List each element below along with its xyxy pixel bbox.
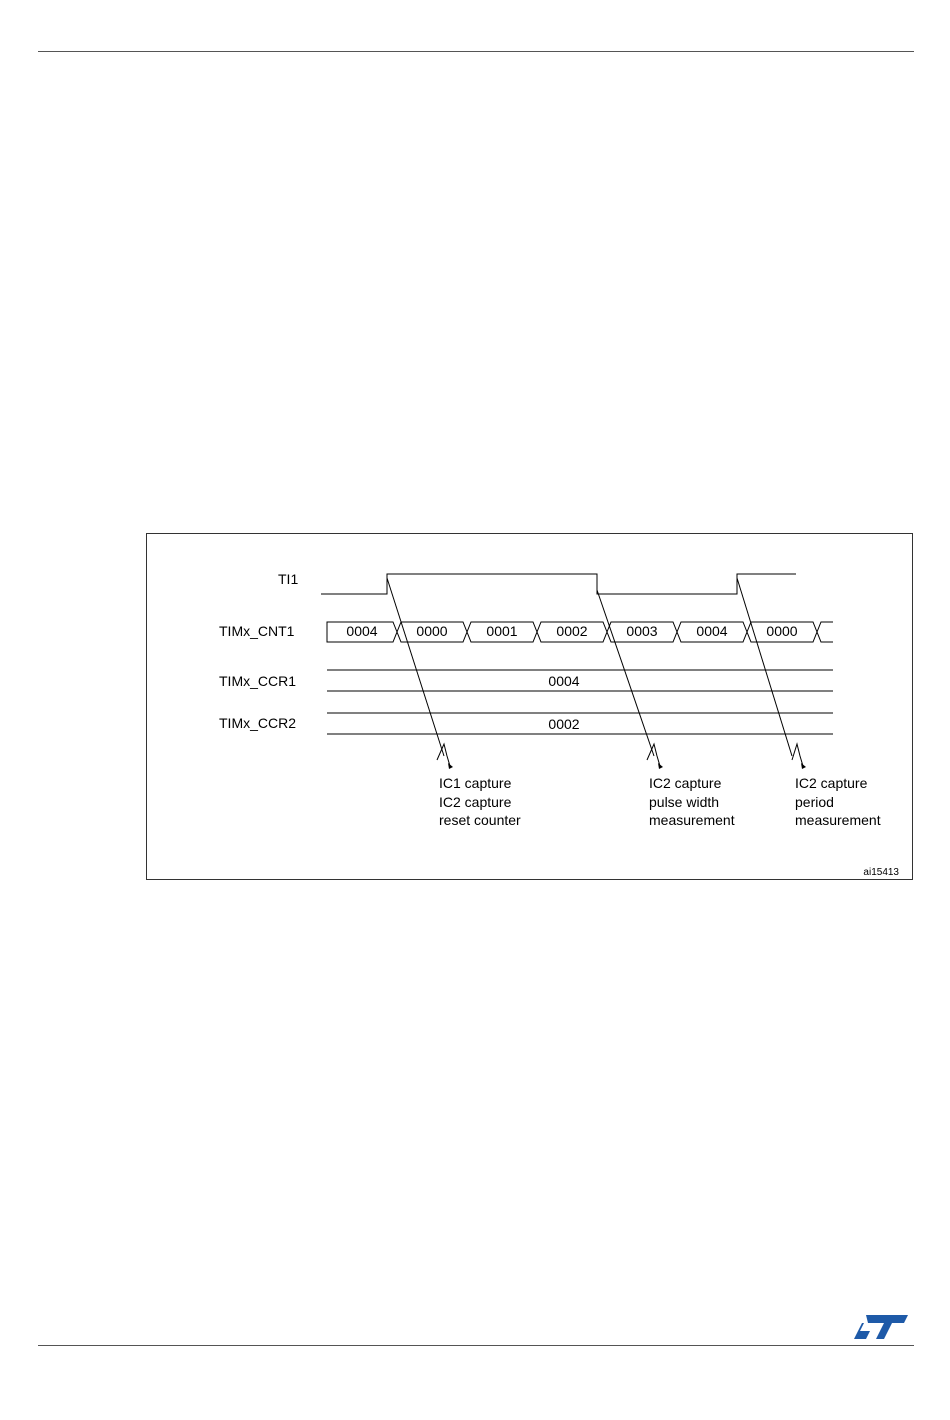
- signal-label-ccr1: TIMx_CCR1: [219, 673, 297, 689]
- st-logo-icon: [852, 1313, 910, 1341]
- annotation-2-line-2: pulse width: [649, 794, 720, 810]
- counter-value: 0002: [556, 623, 588, 639]
- annotation-3-line-2: period: [795, 794, 834, 810]
- counter-value: 0000: [766, 623, 798, 639]
- annotation-3-line-1: IC2 capture: [795, 775, 868, 791]
- capture-arrow-2: [597, 590, 663, 769]
- header-rule: [38, 51, 914, 52]
- capture-arrow-1: [387, 578, 453, 769]
- annotation-3-line-3: measurement: [795, 812, 881, 828]
- annotation-1-line-2: IC2 capture: [439, 794, 512, 810]
- counter-value: 0001: [486, 623, 518, 639]
- ccr1-value: 0004: [548, 673, 580, 689]
- annotation-1-line-3: reset counter: [439, 812, 521, 828]
- signal-label-ccr2: TIMx_CCR2: [219, 715, 297, 731]
- counter-cell-partial: [817, 622, 833, 642]
- signal-label-cnt: TIMx_CNT1: [219, 623, 295, 639]
- annotation-2-line-3: measurement: [649, 812, 735, 828]
- figure-id: ai15413: [863, 867, 899, 878]
- counter-value: 0003: [626, 623, 658, 639]
- capture-arrow-3: [737, 578, 806, 769]
- ccr2-value: 0002: [548, 716, 580, 732]
- timing-diagram: [147, 534, 914, 881]
- counter-value: 0004: [346, 623, 378, 639]
- signal-label-ti1: TI1: [278, 571, 299, 587]
- annotation-2-line-1: IC2 capture: [649, 775, 722, 791]
- counter-value: 0004: [696, 623, 728, 639]
- annotation-1-line-1: IC1 capture: [439, 775, 512, 791]
- counter-bus: [327, 622, 833, 642]
- timing-diagram-figure: [146, 533, 913, 880]
- footer-rule: [38, 1345, 914, 1346]
- ti1-waveform: [321, 574, 796, 594]
- counter-value: 0000: [416, 623, 448, 639]
